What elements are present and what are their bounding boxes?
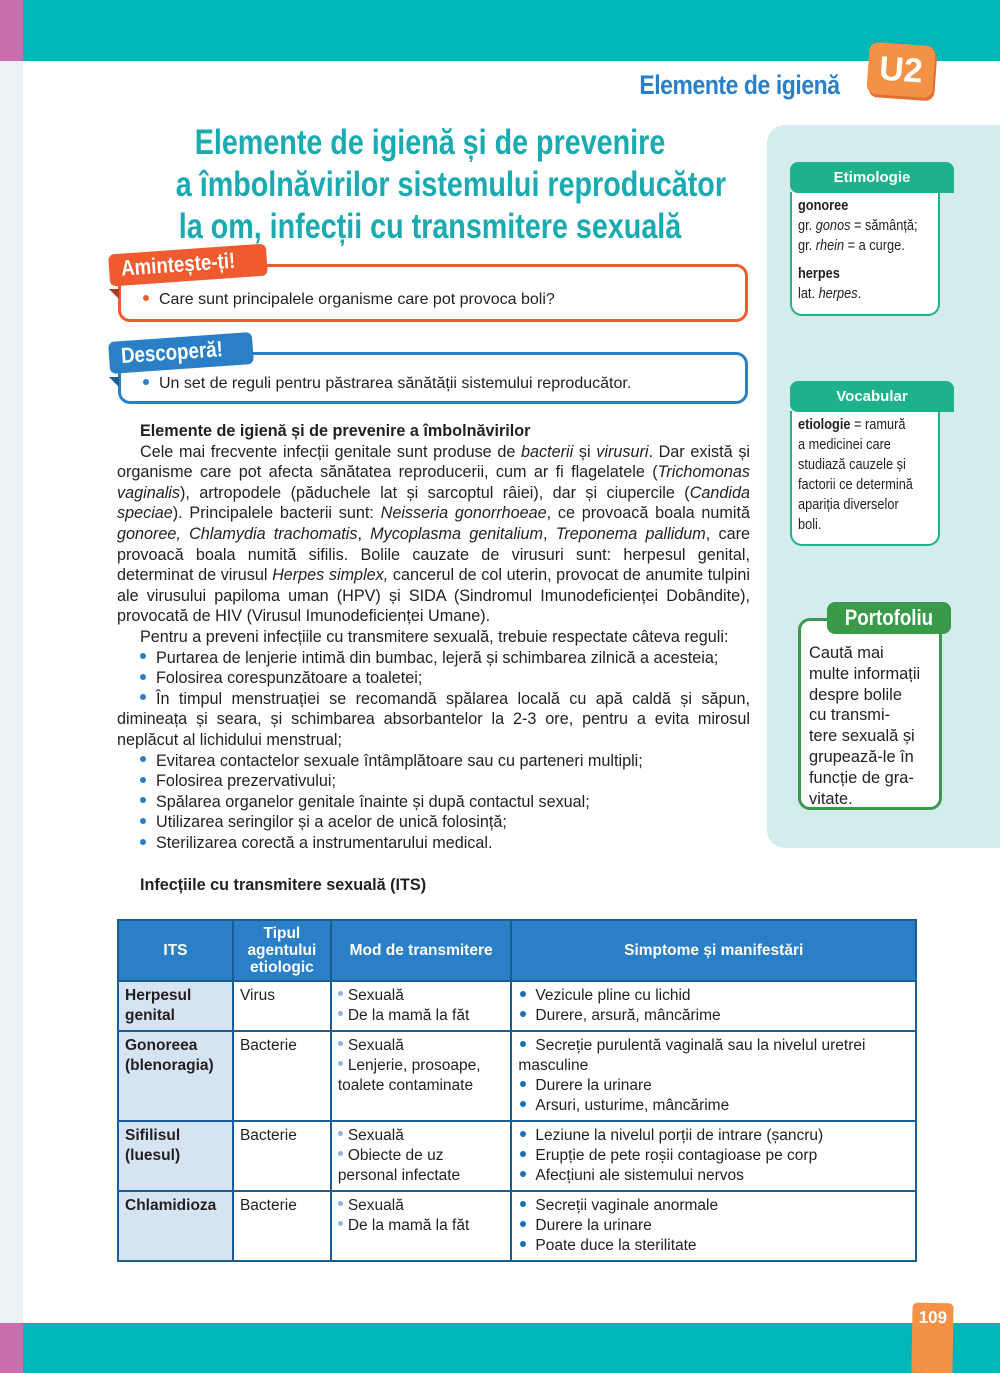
main-body-text (117, 421, 750, 853)
section-heading: Elemente de igienă și de prevenire a îmbolnăvirilor (140, 422, 531, 440)
ribbon-fold (109, 377, 119, 387)
rule-item: Folosirea corespunzătoare a toaletei; (117, 668, 750, 689)
bullet-icon (338, 1131, 343, 1136)
etymology-box (790, 168, 940, 316)
vocabulary-line: apariția diverselor (798, 497, 899, 513)
symptoms-cell: Secreție purulentă vaginală sau la nivelul uretrei masculine Durere la urinare Arsuri, usturime, mâncărime (511, 1031, 916, 1121)
column-header-transmission: Mod de transmitere (331, 920, 512, 981)
unit-badge: U2 (866, 42, 935, 98)
ribbon-fold (109, 289, 119, 299)
bullet-icon (520, 1101, 526, 1107)
etymology-term: gonoree (798, 198, 849, 214)
column-header-agent: Tipul agentului etiologic (233, 920, 331, 981)
bullet-icon (140, 674, 146, 680)
table-header-row (118, 920, 916, 981)
hygiene-rules-list (117, 648, 750, 854)
bullet-icon (140, 694, 146, 700)
vocabulary-line: a medicinei care (798, 437, 891, 453)
pink-edge-marker (0, 0, 23, 61)
bullet-icon (140, 797, 146, 803)
top-color-band (0, 0, 1000, 61)
bullet-icon (140, 653, 146, 659)
bullet-icon (338, 1151, 343, 1156)
bullet-icon (338, 1041, 343, 1046)
symptoms-cell: Vezicule pline cu lichid Durere, arsură, mâncărime (511, 981, 916, 1031)
portfolio-line: tere sexuală și (809, 727, 915, 746)
bullet-icon (520, 1041, 526, 1047)
etymology-line: gr. rhein = a curge. (798, 238, 905, 254)
bullet-icon (143, 295, 149, 301)
lesson-title (120, 122, 740, 248)
intro-paragraph: Cele mai frecvente infecții genitale sunt produse de bacterii și virusuri. Dar există și organisme care pot afecta sănătatea reproducerii, cum ar fi flagelatele (Trichomonas vaginalis), artropodele (păduchele lat și sarcoptul râiei), dar și ciupercile (Candida speciae). Principalele bacterii sunt: Neisseria gonorrhoeae, ce provoacă boala numită gonoree, Chlamydia trachomatis, Mycoplasma genitalium, Treponema pallidum, care provoacă boala numită sifilis. Bolile cauzate de virusuri sunt: herpesul genital, determinat de virusul Herpes simplex, cancerul de col uterin, provocat de anumite tulpini ale virusului papiloma uman (HPV) și SIDA (Sindromul Imunodeficienței Dobândite), provocată de HIV (Virusul Imunodeficienței Umane). (117, 442, 751, 626)
etymology-line: lat. herpes. (798, 286, 862, 302)
bottom-color-band (0, 1323, 1000, 1373)
column-header-symptoms: Simptome și manifestări (511, 920, 916, 981)
vocabulary-line: studiază cauzele și (798, 457, 906, 473)
bullet-icon (520, 1221, 526, 1227)
vocabulary-box: Vocabular etiologie = ramură a medicinei care studiază cauzele și factorii ce determină apariția diverselor boli. (790, 411, 940, 546)
lesson-title-line: Elemente de igienă și de prevenire (194, 123, 666, 162)
bullet-icon (520, 991, 526, 997)
bullet-icon (520, 1131, 526, 1137)
rule-item: Utilizarea seringilor și a acelor de unică folosință; (117, 812, 750, 833)
agent-cell: Bacterie (233, 1121, 331, 1191)
bullet-icon (520, 1011, 526, 1017)
bullet-icon (338, 991, 343, 996)
discover-item: Un set de reguli pentru păstrarea sănătății sistemului reproducător. (143, 375, 631, 393)
lesson-title-line: a îmbolnăvirilor sistemului reproducător (175, 165, 727, 204)
disease-name-cell: Herpesul genital (118, 981, 233, 1031)
bullet-icon (520, 1081, 526, 1087)
table-row (118, 981, 916, 1031)
bullet-icon (520, 1171, 526, 1177)
remember-tag: Amintește-ți! (108, 244, 268, 287)
disease-name-cell: Gonoreea (blenoragia) (118, 1031, 233, 1121)
discover-callout (118, 336, 748, 404)
bullet-icon (338, 1011, 343, 1016)
bullet-icon (140, 818, 146, 824)
pink-edge-marker (0, 1323, 23, 1373)
left-margin-strip (0, 61, 23, 1323)
bullet-icon (140, 777, 146, 783)
portfolio-line: cu transmi- (809, 706, 891, 725)
rule-item: În timpul menstruației se recomandă spălarea locală cu apă caldă și săpun, dimineața și seara, și schimbarea absorbantelor la 2-3 ore, pentru a evita mirosul neplăcut al lichidului menstrual; (117, 689, 750, 749)
bullet-icon (140, 839, 146, 845)
agent-cell: Bacterie (233, 1031, 331, 1121)
bullet-icon (143, 379, 149, 385)
page-number-tab: 109 (911, 1303, 953, 1373)
sti-table (117, 919, 917, 1262)
bullet-icon (140, 756, 146, 762)
etymology-title: Etimologie (790, 162, 954, 193)
agent-cell: Virus (233, 981, 331, 1031)
vocabulary-line: factorii ce determină (798, 477, 913, 493)
table-row (118, 1191, 916, 1261)
remember-callout (118, 247, 748, 322)
disease-name-cell: Sifilisul (luesul) (118, 1121, 233, 1191)
rule-item: Purtarea de lenjerie intimă din bumbac, lejeră și schimbarea zilnică a acesteia; (117, 648, 750, 669)
vocabulary-line: boli. (798, 517, 822, 533)
symptoms-cell: Secreții vaginale anormale Durere la urinare Poate duce la sterilitate (511, 1191, 916, 1261)
column-header-its: ITS (118, 920, 233, 981)
bullet-icon (520, 1151, 526, 1157)
portfolio-line: grupează-le în (809, 747, 914, 766)
portfolio-box (798, 604, 942, 810)
transmission-cell: Sexuală De la mamă la făt (331, 1191, 512, 1261)
portfolio-line: Caută mai (809, 644, 884, 662)
transmission-cell: Sexuală Lenjerie, prosoape, toalete contaminate (331, 1031, 512, 1121)
bullet-icon (338, 1221, 343, 1226)
portfolio-line: vitate. (809, 789, 853, 808)
discover-tag: Descoperă! (108, 332, 254, 374)
etymology-term: herpes (798, 266, 840, 282)
rules-intro: Pentru a preveni infecțiile cu transmitere sexuală, trebuie respectate câteva reguli: (140, 627, 729, 646)
portfolio-line: despre bolile (809, 685, 902, 704)
chapter-title: Elemente de igienă (639, 70, 840, 100)
table-row (118, 1031, 916, 1121)
vocabulary-term: etiologie (798, 417, 851, 433)
remember-item: Care sunt principalele organisme care pot provoca boli? (143, 291, 555, 309)
agent-cell: Bacterie (233, 1191, 331, 1261)
portfolio-line: funcție de gra- (809, 768, 914, 787)
rule-item: Evitarea contactelor sexuale întâmplătoare sau cu parteneri multipli; (117, 751, 750, 772)
lesson-title-line: la om, infecții cu transmitere sexuală (178, 207, 682, 246)
table-row (118, 1121, 916, 1191)
portfolio-line: multe informații (809, 664, 921, 683)
table-title: Infecțiile cu transmitere sexuală (ITS) (140, 876, 427, 894)
transmission-cell: Sexuală De la mamă la făt (331, 981, 512, 1031)
etymology-line: gr. gonos = sămânță; (798, 218, 918, 234)
rule-item: Sterilizarea corectă a instrumentarului medical. (117, 833, 750, 854)
rule-item: Folosirea prezervativului; (117, 771, 750, 792)
symptoms-cell: Leziune la nivelul porții de intrare (șancru) Erupție de pete roșii contagioase pe corp Afecțiuni ale sistemului nervos (511, 1121, 916, 1191)
rule-item: Spălarea organelor genitale înainte și după contactul sexual; (117, 792, 750, 813)
bullet-icon (520, 1201, 526, 1207)
bullet-icon (338, 1061, 343, 1066)
bullet-icon (520, 1241, 526, 1247)
vocabulary-title: Vocabular (790, 381, 954, 412)
bullet-icon (338, 1201, 343, 1206)
disease-name-cell: Chlamidioza (118, 1191, 233, 1261)
transmission-cell: Sexuală Obiecte de uz personal infectate (331, 1121, 512, 1191)
portfolio-title: Portofoliu (827, 602, 951, 634)
